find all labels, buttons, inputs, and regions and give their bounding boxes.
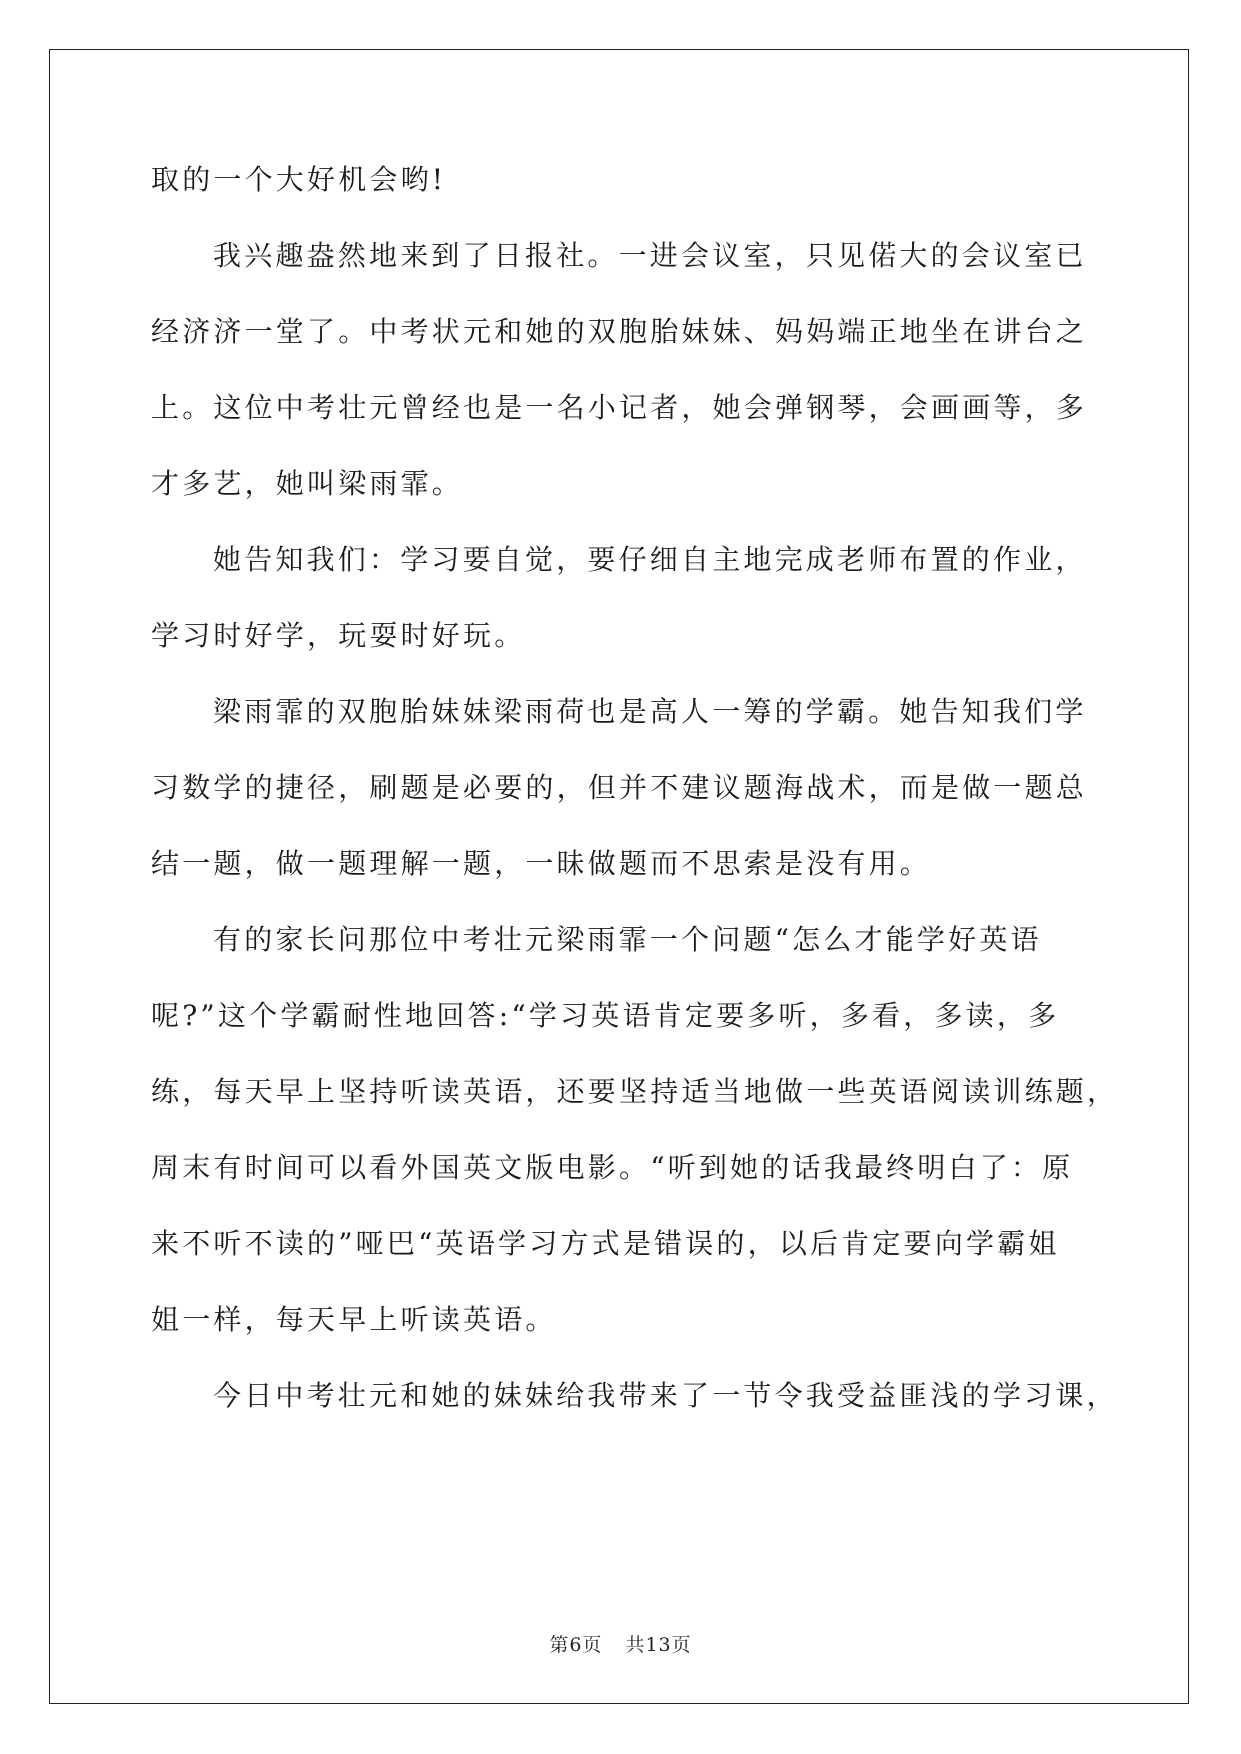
paragraph-first-line: 梁雨霏的双胞胎妹妹梁雨荷也是高人一筹的学霸。她告知我们学 [213, 695, 1087, 728]
text-line: 习数学的捷径，刷题是必要的，但并不建议题海战术，而是做一题总 [151, 771, 1088, 804]
text-line: 周末有时间可以看外国英文版电影。“听到她的话我最终明白了：原 [151, 1151, 1074, 1184]
paragraph-first-line: 她告知我们：学习要自觉，要仔细自主地完成老师布置的作业， [213, 543, 1087, 576]
paragraph-first-line: 我兴趣盎然地来到了日报社。一进会议室，只见偌大的会议室已 [213, 239, 1087, 272]
text-line: 姐一样，每天早上听读英语。 [151, 1303, 557, 1336]
text-line: 来不听不读的”哑巴“英语学习方式是错误的，以后肯定要向学霸姐 [151, 1227, 1060, 1260]
page-number: 第6页 [549, 1634, 603, 1656]
text-line: 上。这位中考壮元曾经也是一名小记者，她会弹钢琴，会画画等，多 [151, 391, 1088, 424]
text-line: 结一题，做一题理解一题，一昧做题而不思索是没有用。 [151, 847, 932, 880]
text-line: 练，每天早上坚持听读英语，还要坚持适当地做一些英语阅读训练题， [151, 1075, 1119, 1108]
text-line: 才多艺，她叫梁雨霏。 [151, 467, 464, 500]
text-line: 经济济一堂了。中考状元和她的双胞胎妹妹、妈妈端正地坐在讲台之 [151, 315, 1088, 348]
paragraph-first-line: 有的家长问那位中考壮元梁雨霏一个问题“怎么才能学好英语 [213, 923, 1042, 956]
page-total: 共13页 [625, 1634, 692, 1656]
text-line: 学习时好学，玩耍时好玩。 [151, 619, 526, 652]
paragraph-first-line: 今日中考壮元和她的妹妹给我带来了一节令我受益匪浅的学习课， [213, 1379, 1118, 1412]
text-line: 取的一个大好机会哟! [151, 163, 447, 196]
page-footer [0, 1632, 1241, 1658]
text-line: 呢?”这个学霸耐性地回答:“学习英语肯定要多听，多看，多读，多 [151, 999, 1060, 1032]
